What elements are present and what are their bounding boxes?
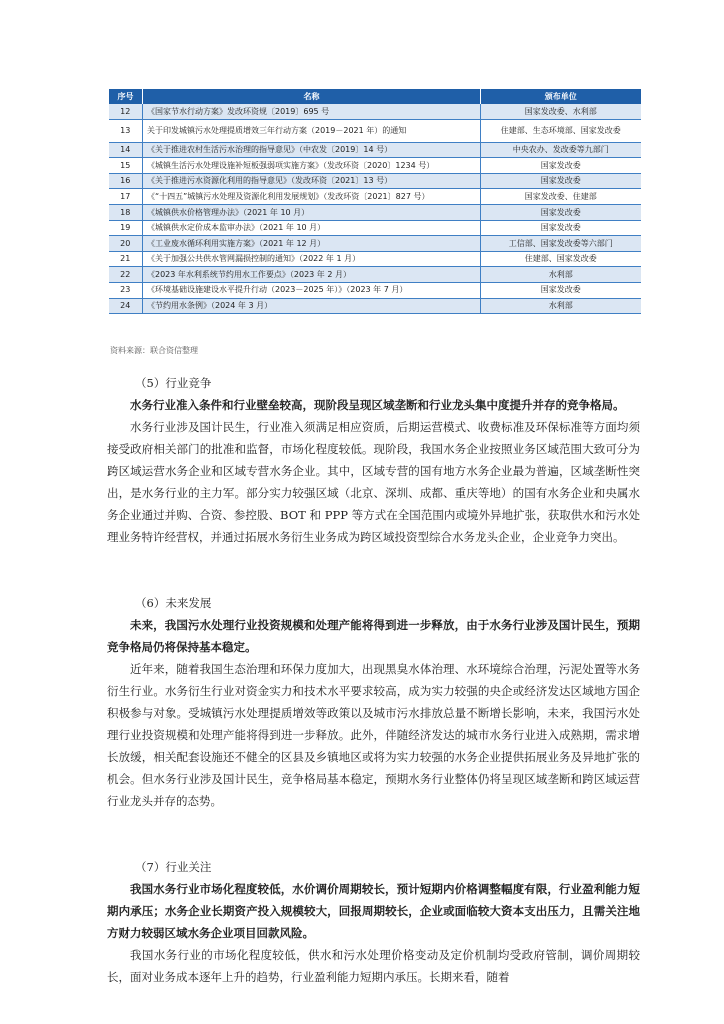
row-unit: 国家发改委 xyxy=(481,282,641,298)
header-unit: 颁布单位 xyxy=(481,89,641,104)
section-paragraph: 近年来，随着我国生态治理和环保力度加大，出现黑臭水体治理、水环境综合治理，污泥处置等水务衍生行业。水务衍生行业对资金实力和技术水平要求较高，成为实力较强的央企或经济发达区域地方国企积极参与对象。受城镇污水处理提质增效等政策以及城市污水排放总量不断增长影响，未来，我国污水处理行业投资规模和处理产能将得到进一步释放。此外，伴随经济发达的城市水务行业进入成熟期，需求增长放缓，相关配套设施还不健全的区县及乡镇地区或将为实力较强的水务企业提供拓展业务及异地扩张的机会。但水务行业涉及国计民生，竞争格局基本稳定，预期水务行业整体仍将呈现区域垄断和跨区域运营行业龙头并存的态势。 xyxy=(107,662,640,808)
row-no: 21 xyxy=(109,251,143,267)
row-name: 《城镇供水定价成本监审办法》（2021 年 10 月） xyxy=(143,220,481,236)
row-no: 23 xyxy=(109,282,143,298)
table-row xyxy=(109,158,641,174)
header-name: 名称 xyxy=(143,89,481,104)
section-paragraph: 水务行业涉及国计民生，行业准入须满足相应资质，后期运营模式、收费标准及环保标准等方面均须接受政府相关部门的批准和监督，市场化程度较低。现阶段，我国水务企业按照业务区域范围大致可分为跨区域运营水务企业和区域专营水务企业。其中，区域专营的国有地方水务企业最为普遍，区域垄断性突出，是水务行业的主力军。部分实力较强区域（北京、深圳、成都、重庆等地）的国有水务企业和央属水务企业通过并购、合资、参控股、BOT 和 PPP 等方式在全国范围内或境外异地扩张，获取供水和污水处理业务特许经营权，并通过拓展水务衍生业务成为跨区域投资型综合水务龙头企业，企业竞争力突出。 xyxy=(107,420,640,544)
row-unit: 水利部 xyxy=(481,267,641,283)
row-no: 19 xyxy=(109,220,143,236)
table-header-row xyxy=(109,89,641,104)
row-unit: 住建部、国家发改委 xyxy=(481,251,641,267)
row-no: 17 xyxy=(109,189,143,205)
row-no: 15 xyxy=(109,158,143,174)
row-name: 《关于加强公共供水管网漏损控制的通知》（2022 年 1 月） xyxy=(143,251,481,267)
row-unit: 国家发改委 xyxy=(481,158,641,174)
row-no: 24 xyxy=(109,298,143,314)
row-unit: 中央农办、发改委等九部门 xyxy=(481,142,641,158)
row-name: 《环境基础设施建设水平提升行动（2023－2025 年）》（2023 年 7 月） xyxy=(143,282,481,298)
section-heading: （6）未来发展 xyxy=(135,596,212,610)
section-lead: 我国水务行业市场化程度较低，水价调价周期较长，预计短期内价格调整幅度有限，行业盈利能力短期内承压；水务企业长期资产投入规模较大，回报周期较长，企业或面临较大资本支出压力，且需关注地方财力较弱区域水务企业项目回款风险。 xyxy=(107,882,640,940)
row-name: 《2023 年水利系统节约用水工作要点》（2023 年 2 月） xyxy=(143,267,481,283)
section-lead: 未来，我国污水处理行业投资规模和处理产能将得到进一步释放，由于水务行业涉及国计民生，预期竞争格局仍将保持基本稳定。 xyxy=(107,618,640,654)
row-no: 16 xyxy=(109,173,143,189)
row-no: 18 xyxy=(109,204,143,220)
section-heading: （5）行业竞争 xyxy=(135,376,212,390)
row-unit: 住建部、生态环境部、国家发改委 xyxy=(481,119,641,142)
row-name: 《关于推进污水资源化利用的指导意见》（发改环资〔2021〕13 号） xyxy=(143,173,481,189)
row-name: 《“十四五”城镇污水处理及资源化利用发展规划》（发改环资〔2021〕827 号） xyxy=(143,189,481,205)
row-no: 13 xyxy=(109,119,143,142)
row-name: 《工业废水循环利用实施方案》（2021 年 12 月） xyxy=(143,236,481,252)
row-no: 20 xyxy=(109,236,143,252)
row-no: 22 xyxy=(109,267,143,283)
row-name: 《城镇生活污水处理设施补短板强弱项实施方案》（发改环资〔2020〕1234 号） xyxy=(143,158,481,174)
table-row xyxy=(109,142,641,158)
row-name: 《关于推进农村生活污水治理的指导意见》（中农发〔2019〕14 号） xyxy=(143,142,481,158)
table-row xyxy=(109,189,641,205)
table-row xyxy=(109,119,641,142)
row-name: 《节约用水条例》（2024 年 3 月） xyxy=(143,298,481,314)
section-concerns xyxy=(107,856,640,988)
table-row xyxy=(109,251,641,267)
section-paragraph: 我国水务行业的市场化程度较低，供水和污水处理价格变动及定价机制均受政府管制，调价周期较长，面对业务成本逐年上升的趋势，行业盈利能力短期内承压。长期来看，随着 xyxy=(107,948,640,984)
table-row xyxy=(109,236,641,252)
table-source-note: 资料来源：联合资信整理 xyxy=(110,346,198,355)
row-no: 14 xyxy=(109,142,143,158)
section-heading: （7）行业关注 xyxy=(135,860,212,874)
row-unit: 工信部、国家发改委等六部门 xyxy=(481,236,641,252)
row-no: 12 xyxy=(109,104,143,119)
table-row xyxy=(109,298,641,314)
row-unit: 国家发改委 xyxy=(481,220,641,236)
table-row xyxy=(109,220,641,236)
section-future xyxy=(107,592,640,812)
row-name: 关于印发城镇污水处理提质增效三年行动方案（2019－2021 年）的通知 xyxy=(143,119,481,142)
policy-table xyxy=(108,89,641,314)
row-unit: 国家发改委、水利部 xyxy=(481,104,641,119)
row-name: 《城镇供水价格管理办法》（2021 年 10 月） xyxy=(143,204,481,220)
row-unit: 国家发改委、住建部 xyxy=(481,189,641,205)
row-unit: 国家发改委 xyxy=(481,204,641,220)
section-competition xyxy=(107,372,640,548)
table-row xyxy=(109,104,641,119)
row-unit: 水利部 xyxy=(481,298,641,314)
section-lead: 水务行业准入条件和行业壁垒较高，现阶段呈现区域垄断和行业龙头集中度提升并存的竞争格局。 xyxy=(130,398,625,412)
table-row xyxy=(109,267,641,283)
table-row xyxy=(109,282,641,298)
table-row xyxy=(109,173,641,189)
row-name: 《国家节水行动方案》发改环资规〔2019〕695 号 xyxy=(143,104,481,119)
table-row xyxy=(109,204,641,220)
header-no: 序号 xyxy=(109,89,143,104)
row-unit: 国家发改委 xyxy=(481,173,641,189)
